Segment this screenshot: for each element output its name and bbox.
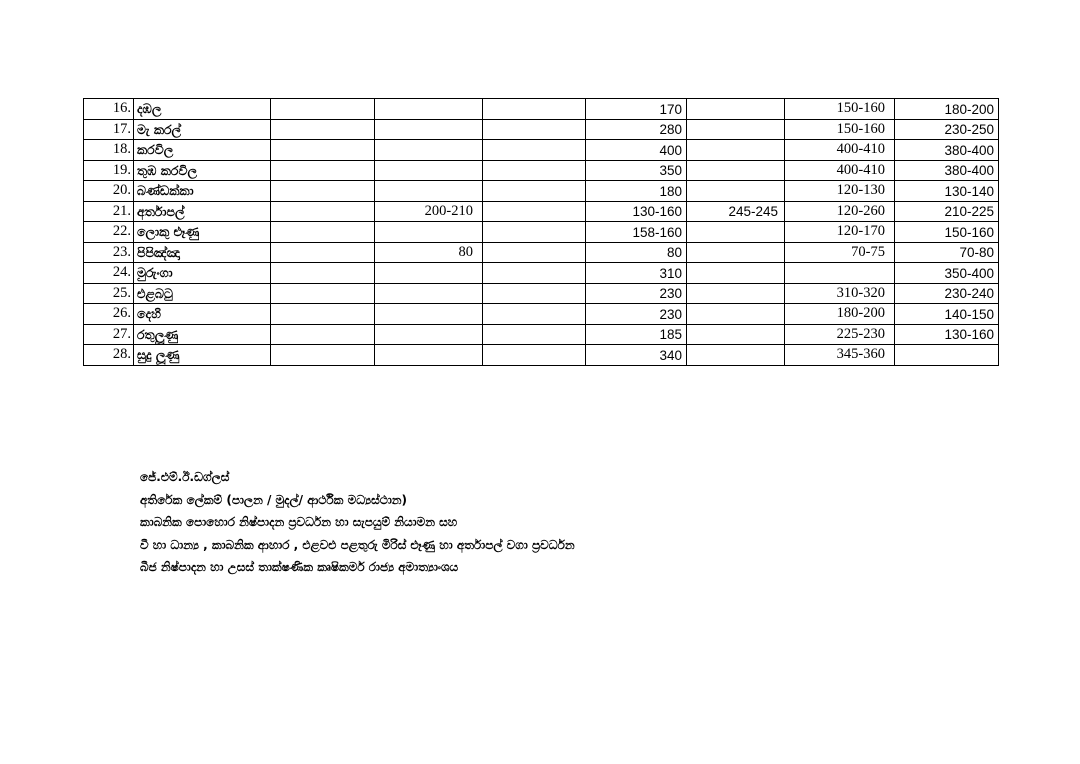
price-col-3 [483,140,586,161]
item-name: එළබටු [134,283,271,304]
table-row [84,283,999,304]
price-col-3 [483,201,586,222]
price-col-5 [687,345,785,366]
signatory-ministry-line-2: වී හා ධාන්‍ය , කාබනික ආහාර , එළවළු පළතුරු මිරිස් ළූණු හා අර්තාපල් වගා ප්‍රවර්ධන [140,537,575,552]
price-col-6: 120-260 [785,201,895,222]
price-col-3 [483,119,586,140]
row-number: 23. [84,242,134,263]
price-col-6: 120-130 [785,181,895,202]
price-col-6: 70-75 [785,242,895,263]
signature-block [140,466,575,579]
price-col-5 [687,304,785,325]
price-col-7: 380-400 [895,160,999,181]
price-col-5 [687,160,785,181]
price-col-4: 310 [586,263,687,284]
price-col-3 [483,345,586,366]
table-row [84,222,999,243]
item-name: රතුලූණු [134,324,271,345]
price-col-7: 130-140 [895,181,999,202]
price-col-6: 150-160 [785,119,895,140]
table-row [84,99,999,120]
price-col-2 [375,99,483,120]
row-number: 20. [84,181,134,202]
price-col-1 [271,119,375,140]
row-number: 16. [84,99,134,120]
signatory-ministry-line-3: බීජ නිෂ්පාදන හා උසස් තාක්ෂණික කෘෂිකර්ම රාජ්‍ය අමාත්‍යාංශය [140,560,459,574]
price-col-5 [687,283,785,304]
row-number: 21. [84,201,134,222]
item-name: අර්තාපල් [134,201,271,222]
table-row [84,181,999,202]
table-row [84,304,999,325]
price-col-4: 80 [586,242,687,263]
price-col-1 [271,345,375,366]
price-col-7: 230-240 [895,283,999,304]
price-col-2 [375,345,483,366]
table-row [84,345,999,366]
price-col-7: 210-225 [895,201,999,222]
price-col-5 [687,324,785,345]
price-col-4: 350 [586,160,687,181]
price-col-6: 400-410 [785,160,895,181]
price-col-2 [375,324,483,345]
price-col-2: 80 [375,242,483,263]
price-col-2 [375,160,483,181]
table-row [84,119,999,140]
price-col-3 [483,160,586,181]
price-col-4: 400 [586,140,687,161]
price-col-1 [271,222,375,243]
price-col-1 [271,140,375,161]
table-row [84,242,999,263]
price-col-7: 180-200 [895,99,999,120]
price-col-2: 200-210 [375,201,483,222]
price-col-7: 380-400 [895,140,999,161]
price-col-6: 225-230 [785,324,895,345]
price-col-1 [271,304,375,325]
price-col-4: 280 [586,119,687,140]
item-name: තුඹ කරවිල [134,160,271,181]
price-col-4: 230 [586,283,687,304]
price-col-3 [483,263,586,284]
price-col-2 [375,222,483,243]
price-col-5 [687,119,785,140]
price-col-4: 185 [586,324,687,345]
price-col-6: 345-360 [785,345,895,366]
price-col-4: 230 [586,304,687,325]
item-name: මුරුංගා [134,263,271,284]
price-col-7: 350-400 [895,263,999,284]
price-col-3 [483,222,586,243]
item-name: ලොකු ළූණු [134,222,271,243]
item-name: කරවිල [134,140,271,161]
price-col-4: 180 [586,181,687,202]
row-number: 18. [84,140,134,161]
price-col-4: 170 [586,99,687,120]
price-col-2 [375,263,483,284]
item-name: බණ්ඩක්කා [134,181,271,202]
price-col-7: 140-150 [895,304,999,325]
row-number: 27. [84,324,134,345]
price-col-1 [271,242,375,263]
price-col-7 [895,345,999,366]
table-row [84,324,999,345]
price-col-2 [375,283,483,304]
price-col-3 [483,324,586,345]
row-number: 22. [84,222,134,243]
price-table [83,98,999,366]
price-col-6: 400-410 [785,140,895,161]
table-row [84,160,999,181]
table-body [84,99,999,366]
price-col-1 [271,324,375,345]
price-col-7: 150-160 [895,222,999,243]
price-col-7: 70-80 [895,242,999,263]
row-number: 26. [84,304,134,325]
price-col-3 [483,181,586,202]
price-col-4: 158-160 [586,222,687,243]
price-col-6: 180-200 [785,304,895,325]
price-col-1 [271,160,375,181]
price-col-6: 310-320 [785,283,895,304]
price-col-1 [271,201,375,222]
price-col-6: 120-170 [785,222,895,243]
signatory-title: අතිරේක ලේකම් (පාලන / මුදල්/ ආර්ථික මධ්‍යස්ථාන) [140,492,407,507]
item-name: පිපිඤ්ඤා [134,242,271,263]
price-col-6 [785,263,895,284]
price-col-1 [271,263,375,284]
item-name: මැ කරල් [134,119,271,140]
signatory-name: ජේ.එම්.ඊ.ඩග්ලස් [140,470,230,484]
price-col-5 [687,263,785,284]
price-col-3 [483,99,586,120]
item-name: දඹල [134,99,271,120]
price-col-4: 130-160 [586,201,687,222]
price-col-5 [687,140,785,161]
price-col-5 [687,222,785,243]
price-col-1 [271,99,375,120]
price-col-2 [375,119,483,140]
price-col-1 [271,181,375,202]
price-col-7: 130-160 [895,324,999,345]
price-col-3 [483,304,586,325]
price-col-3 [483,283,586,304]
row-number: 25. [84,283,134,304]
item-name: සුදු ලූණු [134,345,271,366]
signatory-ministry-line-1: කාබනික පොහොර නිෂ්පාදන ප්‍රවර්ධන හා සැපයුම් නියාමන සහ [140,515,458,529]
price-col-5 [687,99,785,120]
price-col-2 [375,140,483,161]
price-col-2 [375,181,483,202]
row-number: 24. [84,263,134,284]
table-row [84,201,999,222]
price-col-4: 340 [586,345,687,366]
row-number: 28. [84,345,134,366]
price-col-5 [687,181,785,202]
price-col-3 [483,242,586,263]
price-col-1 [271,283,375,304]
row-number: 17. [84,119,134,140]
price-col-6: 150-160 [785,99,895,120]
price-col-7: 230-250 [895,119,999,140]
price-col-5: 245-245 [687,201,785,222]
table-row [84,263,999,284]
item-name: දෙහි [134,304,271,325]
row-number: 19. [84,160,134,181]
price-col-2 [375,304,483,325]
table-row [84,140,999,161]
price-col-5 [687,242,785,263]
